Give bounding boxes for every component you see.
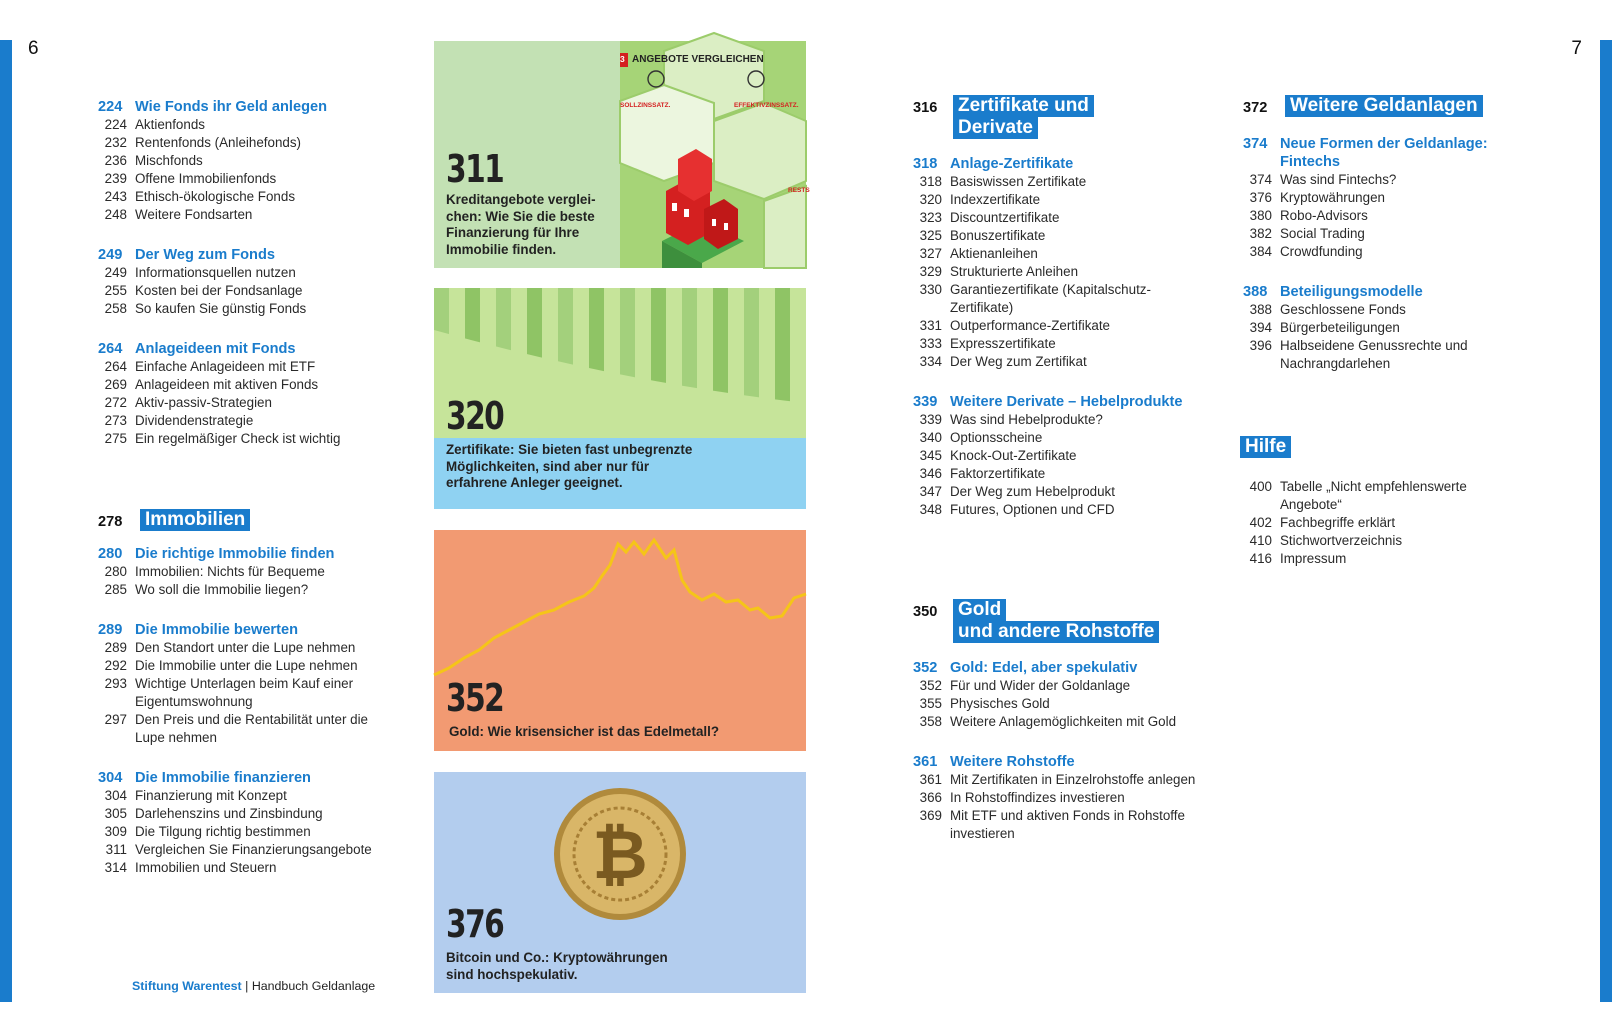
badge-number: 3 bbox=[620, 54, 625, 64]
entry-title: Basiswissen Zertifikate bbox=[950, 174, 1087, 189]
toc-entry[interactable] bbox=[98, 563, 388, 581]
chapter-zertifikate[interactable] bbox=[913, 95, 1203, 139]
section-title: Weitere Rohstoffe bbox=[950, 754, 1075, 770]
entry-title: Weitere Fondsarten bbox=[135, 207, 253, 222]
toc-entry[interactable] bbox=[913, 695, 1203, 713]
entry-page-number: 292 bbox=[104, 658, 127, 673]
chapter-title-line1: Zertifikate und bbox=[953, 95, 1094, 117]
section-page-number: 352 bbox=[913, 660, 938, 676]
entry-page-number: 366 bbox=[919, 790, 942, 805]
toc-section-heading[interactable] bbox=[98, 545, 388, 563]
section-title: Weitere Derivate – Hebelprodukte bbox=[950, 394, 1183, 410]
toc-entry[interactable] bbox=[913, 335, 1203, 353]
section-title: Die richtige Immobilie finden bbox=[135, 546, 335, 562]
toc-entry[interactable] bbox=[98, 581, 388, 599]
chapter-gold[interactable] bbox=[913, 599, 1203, 643]
toc-entry[interactable] bbox=[98, 134, 388, 152]
entry-page-number: 297 bbox=[104, 712, 127, 727]
entry-page-number: 333 bbox=[919, 336, 942, 351]
section-page-number: 339 bbox=[913, 394, 938, 410]
entry-title: Vergleichen Sie Finanzierungsangebote bbox=[135, 842, 372, 857]
tile-page-number: 320 bbox=[446, 394, 504, 438]
entry-title: Offene Immobilienfonds bbox=[135, 171, 277, 186]
entry-title: Weitere Anlagemöglichkeiten mit Gold bbox=[950, 714, 1177, 729]
entry-page-number: 248 bbox=[104, 207, 127, 222]
entry-title: Der Weg zum Hebelprodukt bbox=[950, 484, 1115, 499]
toc-entry[interactable] bbox=[913, 353, 1203, 371]
tile-caption: Kreditangebote vergleichen: Wie Sie die beste Finanzierung für Ihre Immobilie finden. bbox=[446, 192, 596, 257]
entry-page-number: 289 bbox=[104, 640, 127, 655]
chapter-title: Hilfe bbox=[1240, 436, 1291, 458]
toc-entry[interactable] bbox=[98, 264, 388, 282]
toc-entry[interactable] bbox=[913, 173, 1203, 191]
entry-title: Die Tilgung richtig bestimmen bbox=[135, 824, 311, 839]
section-title: Der Weg zum Fonds bbox=[135, 247, 276, 263]
toc-section-heading[interactable] bbox=[1243, 283, 1533, 301]
toc-entry[interactable] bbox=[98, 300, 388, 318]
section-title: Gold: Edel, aber spekulativ bbox=[950, 660, 1138, 676]
toc-entry[interactable] bbox=[98, 170, 388, 188]
svg-text:₿: ₿ bbox=[592, 816, 648, 895]
entry-title: Robo-Advisors bbox=[1280, 208, 1368, 223]
toc-section-heading[interactable] bbox=[98, 769, 388, 787]
toc-immobilien-block bbox=[98, 509, 388, 877]
entry-page-number: 348 bbox=[919, 502, 942, 517]
toc-entry[interactable] bbox=[913, 263, 1203, 281]
toc-entry[interactable] bbox=[98, 358, 388, 376]
toc-entry[interactable] bbox=[1243, 532, 1530, 550]
entry-title: Discountzertifikate bbox=[950, 210, 1060, 225]
entry-page-number: 374 bbox=[1249, 172, 1272, 187]
toc-entry[interactable] bbox=[1243, 207, 1533, 225]
tile-page-number: 376 bbox=[446, 902, 504, 946]
entry-title: Halbseidene Genussrechte und Nachrangdarlehen bbox=[1280, 338, 1468, 371]
toc-entry[interactable] bbox=[913, 771, 1203, 789]
entry-page-number: 272 bbox=[104, 395, 127, 410]
right-edge-bar bbox=[1600, 40, 1612, 1002]
toc-entry[interactable] bbox=[98, 675, 388, 711]
entry-title: Aktiv-passiv-Strategien bbox=[135, 395, 272, 410]
footer-title: Handbuch Geldanlage bbox=[251, 979, 376, 993]
entry-title: Expresszertifikate bbox=[950, 336, 1056, 351]
infographic-term-rest: RESTS bbox=[788, 187, 810, 194]
toc-entry[interactable] bbox=[913, 227, 1203, 245]
toc-entry[interactable] bbox=[98, 116, 388, 134]
entry-page-number: 384 bbox=[1249, 244, 1272, 259]
entry-title: Anlageideen mit aktiven Fonds bbox=[135, 377, 319, 392]
page-number-left: 6 bbox=[28, 38, 39, 59]
toc-entry[interactable] bbox=[913, 429, 1203, 447]
entry-page-number: 331 bbox=[919, 318, 942, 333]
entry-title: Tabelle „Nicht empfehlenswerte Angebote“ bbox=[1280, 479, 1467, 512]
tile-gold[interactable] bbox=[434, 530, 806, 751]
entry-title: Geschlossene Fonds bbox=[1280, 302, 1406, 317]
entry-title: Immobilien: Nichts für Bequeme bbox=[135, 564, 325, 579]
toc-entry[interactable] bbox=[98, 787, 388, 805]
chapter-immobilien[interactable] bbox=[98, 509, 388, 531]
toc-hilfe-block bbox=[1240, 436, 1530, 568]
chapter-number: 350 bbox=[913, 604, 938, 620]
entry-page-number: 334 bbox=[919, 354, 942, 369]
toc-entry[interactable] bbox=[913, 789, 1203, 807]
entry-title: Bonuszertifikate bbox=[950, 228, 1046, 243]
toc-entry[interactable] bbox=[98, 841, 388, 859]
entry-page-number: 369 bbox=[919, 808, 942, 823]
toc-section-heading[interactable] bbox=[98, 340, 388, 358]
tile-bitcoin[interactable] bbox=[434, 772, 806, 993]
entry-page-number: 318 bbox=[919, 174, 942, 189]
entry-title: So kaufen Sie günstig Fonds bbox=[135, 301, 307, 316]
entry-page-number: 232 bbox=[104, 135, 127, 150]
entry-page-number: 416 bbox=[1249, 551, 1272, 566]
toc-zertifikate-block bbox=[913, 95, 1203, 519]
chapter-title-line2: Derivate bbox=[953, 117, 1038, 139]
toc-entry[interactable] bbox=[1243, 171, 1533, 189]
entry-title: Der Weg zum Zertifikat bbox=[950, 354, 1087, 369]
toc-entry[interactable] bbox=[1243, 301, 1533, 319]
entry-page-number: 293 bbox=[104, 676, 127, 691]
entry-title: Was sind Hebelprodukte? bbox=[950, 412, 1103, 427]
entry-title: Den Standort unter die Lupe nehmen bbox=[135, 640, 356, 655]
chapter-number: 372 bbox=[1243, 100, 1268, 116]
footer-brand: Stiftung Warentest bbox=[132, 979, 242, 993]
entry-page-number: 325 bbox=[919, 228, 942, 243]
section-title: Wie Fonds ihr Geld anlegen bbox=[135, 99, 328, 115]
toc-entry[interactable] bbox=[913, 245, 1203, 263]
toc-entry[interactable] bbox=[98, 639, 388, 657]
entry-title: Futures, Optionen und CFD bbox=[950, 502, 1115, 517]
toc-entry[interactable] bbox=[1243, 337, 1533, 373]
tile-caption: Zertifikate: Sie bieten fast unbegrenzte Möglichkeiten, sind aber nur für erfahrene Anleger geeignet. bbox=[446, 442, 693, 490]
entry-title: Aktienanleihen bbox=[950, 246, 1038, 261]
entry-page-number: 358 bbox=[919, 714, 942, 729]
entry-page-number: 224 bbox=[104, 117, 127, 132]
entry-title: Ethisch-ökologische Fonds bbox=[135, 189, 296, 204]
toc-entry[interactable] bbox=[1243, 478, 1530, 514]
toc-entry[interactable] bbox=[913, 191, 1203, 209]
toc-entry[interactable] bbox=[913, 677, 1203, 695]
section-page-number: 264 bbox=[98, 341, 123, 357]
chapter-title-line1: Gold bbox=[953, 599, 1006, 621]
toc-section-heading[interactable] bbox=[913, 393, 1203, 411]
section-page-number: 249 bbox=[98, 247, 123, 263]
entry-title: Mit ETF und aktiven Fonds in Rohstoffe investieren bbox=[950, 808, 1185, 841]
entry-title: Fachbegriffe erklärt bbox=[1280, 515, 1396, 530]
toc-entry[interactable] bbox=[98, 823, 388, 841]
entry-page-number: 330 bbox=[919, 282, 942, 297]
entry-title: Den Preis und die Rentabilität unter die Lupe nehmen bbox=[135, 712, 368, 745]
toc-entry[interactable] bbox=[98, 805, 388, 823]
entry-page-number: 275 bbox=[104, 431, 127, 446]
section-page-number: 280 bbox=[98, 546, 123, 562]
toc-entry[interactable] bbox=[913, 317, 1203, 335]
tile-kredit[interactable] bbox=[434, 41, 810, 268]
tile-caption: Gold: Wie krisensicher ist das Edelmetall? bbox=[449, 724, 720, 739]
entry-title: Garantiezertifikate (Kapitalschutz-Zertifikate) bbox=[950, 282, 1151, 315]
entry-title: Finanzierung mit Konzept bbox=[135, 788, 287, 803]
chapter-title: Weitere Geldanlagen bbox=[1285, 95, 1483, 117]
toc-fonds-block bbox=[98, 98, 388, 448]
entry-title: Wo soll die Immobilie liegen? bbox=[135, 582, 309, 597]
entry-title: Einfache Anlageideen mit ETF bbox=[135, 359, 316, 374]
entry-page-number: 400 bbox=[1249, 479, 1272, 494]
toc-entry[interactable] bbox=[913, 501, 1203, 519]
entry-page-number: 323 bbox=[919, 210, 942, 225]
entry-title: Kosten bei der Fondsanlage bbox=[135, 283, 303, 298]
entry-page-number: 394 bbox=[1249, 320, 1272, 335]
entry-title: Knock-Out-Zertifikate bbox=[950, 448, 1077, 463]
entry-page-number: 329 bbox=[919, 264, 942, 279]
section-page-number: 361 bbox=[913, 754, 938, 770]
entry-page-number: 258 bbox=[104, 301, 127, 316]
chapter-title: Immobilien bbox=[140, 509, 250, 531]
entry-page-number: 346 bbox=[919, 466, 942, 481]
entry-page-number: 273 bbox=[104, 413, 127, 428]
entry-title: Immobilien und Steuern bbox=[135, 860, 277, 875]
toc-entry[interactable] bbox=[913, 411, 1203, 429]
section-page-number: 388 bbox=[1243, 284, 1268, 300]
entry-title: Dividendenstrategie bbox=[135, 413, 254, 428]
toc-entry[interactable] bbox=[98, 282, 388, 300]
toc-entry[interactable] bbox=[98, 412, 388, 430]
entry-page-number: 320 bbox=[919, 192, 942, 207]
entry-title: Aktienfonds bbox=[135, 117, 205, 132]
entry-page-number: 280 bbox=[104, 564, 127, 579]
toc-entry[interactable] bbox=[1243, 243, 1533, 261]
entry-title: Informationsquellen nutzen bbox=[135, 265, 296, 280]
infographic-term-sollzins: SOLLZINSSATZ. bbox=[620, 102, 671, 109]
entry-page-number: 380 bbox=[1249, 208, 1272, 223]
toc-entry[interactable] bbox=[913, 209, 1203, 227]
entry-title: Darlehenszins und Zinsbindung bbox=[135, 806, 323, 821]
section-title: Beteiligungsmodelle bbox=[1280, 284, 1423, 300]
section-page-number: 289 bbox=[98, 622, 123, 638]
entry-title: Mischfonds bbox=[135, 153, 203, 168]
entry-title: Wichtige Unterlagen beim Kauf einer Eigentumswohnung bbox=[135, 676, 354, 709]
toc-weitere-block bbox=[1243, 95, 1533, 373]
entry-title: Impressum bbox=[1280, 551, 1347, 566]
entry-page-number: 264 bbox=[104, 359, 127, 374]
entry-page-number: 376 bbox=[1249, 190, 1272, 205]
section-title: Anlage-Zertifikate bbox=[950, 156, 1074, 172]
chapter-weitere[interactable] bbox=[1243, 95, 1533, 117]
tile-caption: Bitcoin und Co.: Kryptowährungen sind hochspekulativ. bbox=[446, 950, 668, 982]
entry-page-number: 311 bbox=[105, 842, 127, 857]
toc-entry[interactable] bbox=[98, 430, 388, 448]
toc-entry[interactable] bbox=[98, 206, 388, 224]
entry-title: Strukturierte Anleihen bbox=[950, 264, 1079, 279]
entry-page-number: 327 bbox=[919, 246, 942, 261]
toc-section-heading[interactable] bbox=[913, 753, 1203, 771]
entry-title: Social Trading bbox=[1280, 226, 1365, 241]
entry-page-number: 355 bbox=[919, 696, 942, 711]
tile-page-number: 352 bbox=[446, 676, 504, 720]
chapter-number: 316 bbox=[913, 100, 938, 116]
toc-entry[interactable] bbox=[913, 447, 1203, 465]
entry-title: Outperformance-Zertifikate bbox=[950, 318, 1111, 333]
toc-entry[interactable] bbox=[98, 188, 388, 206]
chapter-number: 278 bbox=[98, 514, 123, 530]
toc-section-heading[interactable] bbox=[98, 621, 388, 639]
entry-page-number: 396 bbox=[1249, 338, 1272, 353]
toc-gold-block bbox=[913, 599, 1203, 843]
footer bbox=[132, 979, 375, 993]
section-title: Die Immobilie bewerten bbox=[135, 622, 299, 638]
section-page-number: 374 bbox=[1243, 136, 1268, 152]
entry-page-number: 249 bbox=[104, 265, 127, 280]
toc-entry[interactable] bbox=[913, 713, 1203, 731]
entry-title: Mit Zertifikaten in Einzelrohstoffe anlegen bbox=[950, 772, 1196, 787]
entry-title: Stichwortverzeichnis bbox=[1280, 533, 1403, 548]
section-title: Neue Formen der Geldanlage: Fintechs bbox=[1280, 136, 1488, 170]
section-page-number: 318 bbox=[913, 156, 938, 172]
entry-page-number: 304 bbox=[104, 788, 127, 803]
tile-page-number: 311 bbox=[446, 147, 504, 191]
toc-entry[interactable] bbox=[1243, 319, 1533, 337]
chapter-title-line2: und andere Rohstoffe bbox=[953, 621, 1159, 643]
entry-page-number: 305 bbox=[104, 806, 127, 821]
entry-title: Bürgerbeteiligungen bbox=[1280, 320, 1400, 335]
entry-page-number: 388 bbox=[1249, 302, 1272, 317]
section-page-number: 304 bbox=[98, 770, 123, 786]
toc-section-heading[interactable] bbox=[98, 246, 388, 264]
toc-entry[interactable] bbox=[1243, 550, 1530, 568]
entry-title: In Rohstoffindizes investieren bbox=[950, 790, 1125, 805]
toc-entry[interactable] bbox=[98, 376, 388, 394]
toc-entry[interactable] bbox=[98, 152, 388, 170]
toc-entry[interactable] bbox=[98, 711, 388, 747]
toc-entry[interactable] bbox=[1243, 189, 1533, 207]
toc-section-heading[interactable] bbox=[1243, 135, 1533, 171]
entry-page-number: 243 bbox=[104, 189, 127, 204]
entry-page-number: 255 bbox=[104, 283, 127, 298]
footer-separator: | bbox=[245, 979, 249, 993]
entry-page-number: 345 bbox=[919, 448, 942, 463]
entry-page-number: 314 bbox=[104, 860, 127, 875]
entry-title: Physisches Gold bbox=[950, 696, 1050, 711]
entry-page-number: 269 bbox=[104, 377, 127, 392]
toc-section-heading[interactable] bbox=[98, 98, 388, 116]
toc-section-heading[interactable] bbox=[913, 659, 1203, 677]
toc-entry[interactable] bbox=[913, 281, 1203, 317]
toc-entry[interactable] bbox=[98, 859, 388, 877]
entry-page-number: 236 bbox=[104, 153, 127, 168]
toc-entry[interactable] bbox=[98, 394, 388, 412]
entry-page-number: 309 bbox=[104, 824, 127, 839]
section-title: Die Immobilie finanzieren bbox=[135, 770, 311, 786]
entry-page-number: 352 bbox=[919, 678, 942, 693]
entry-title: Crowdfunding bbox=[1280, 244, 1363, 259]
toc-section-heading[interactable] bbox=[913, 155, 1203, 173]
tile-zertifikate[interactable] bbox=[434, 288, 806, 509]
entry-title: Die Immobilie unter die Lupe nehmen bbox=[135, 658, 358, 673]
entry-page-number: 340 bbox=[919, 430, 942, 445]
entry-title: Für und Wider der Goldanlage bbox=[950, 678, 1131, 693]
entry-page-number: 239 bbox=[104, 171, 127, 186]
entry-title: Faktorzertifikate bbox=[950, 466, 1046, 481]
infographic-heading: ANGEBOTE VERGLEICHEN bbox=[632, 54, 764, 65]
entry-page-number: 347 bbox=[919, 484, 942, 499]
entry-title: Was sind Fintechs? bbox=[1280, 172, 1397, 187]
entry-page-number: 402 bbox=[1249, 515, 1272, 530]
entry-page-number: 285 bbox=[104, 582, 127, 597]
section-title: Anlageideen mit Fonds bbox=[135, 341, 296, 357]
section-page-number: 224 bbox=[98, 99, 123, 115]
entry-page-number: 382 bbox=[1249, 226, 1272, 241]
entry-page-number: 339 bbox=[919, 412, 942, 427]
entry-title: Rentenfonds (Anleihefonds) bbox=[135, 135, 302, 150]
left-edge-bar bbox=[0, 40, 12, 1002]
page-number-right: 7 bbox=[1571, 38, 1582, 59]
toc-entry[interactable] bbox=[98, 657, 388, 675]
toc-entry[interactable] bbox=[913, 465, 1203, 483]
entry-title: Kryptowährungen bbox=[1280, 190, 1385, 205]
toc-entry[interactable] bbox=[1243, 225, 1533, 243]
entry-title: Ein regelmäßiger Check ist wichtig bbox=[135, 431, 341, 446]
entry-page-number: 361 bbox=[919, 772, 942, 787]
entry-title: Indexzertifikate bbox=[950, 192, 1041, 207]
toc-entry[interactable] bbox=[913, 483, 1203, 501]
toc-entry[interactable] bbox=[1243, 514, 1530, 532]
entry-title: Optionsscheine bbox=[950, 430, 1043, 445]
toc-entry[interactable] bbox=[913, 807, 1203, 843]
infographic-term-effektivzins: EFFEKTIVZINSSATZ. bbox=[734, 102, 799, 109]
chapter-hilfe[interactable] bbox=[1240, 436, 1530, 458]
entry-page-number: 410 bbox=[1249, 533, 1272, 548]
